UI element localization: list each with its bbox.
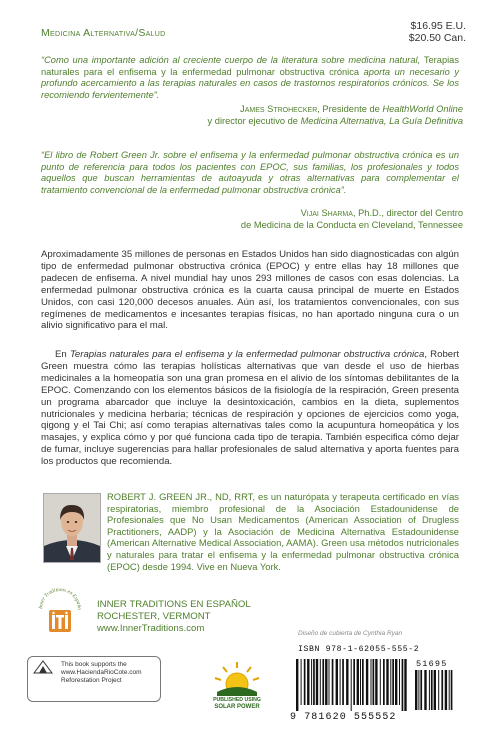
barcode-bar: [340, 659, 341, 705]
barcode-bar: [438, 670, 439, 710]
barcode-bar: [420, 670, 422, 710]
reviewer-1-role2: y director ejecutivo de: [207, 115, 301, 126]
barcode-bar: [325, 659, 327, 705]
reviewer-2-org: de Medicina de la Conducta en Cleveland, Tennessee: [240, 219, 463, 230]
barcode-bar: [402, 659, 404, 711]
review-quote-2: “El libro de Robert Green Jr. sobre el enfisema y la enfermedad pulmonar obstructiva crónica es un punto de referencia para todos los pacientes con EPOC, sus familias, los profesionales y todos aquellos que buscan herramientas de autoayuda y otras alternativas para complementar el tratamiento convencional de la enfermedad pulmonar obstructiva crónica”.: [41, 150, 459, 195]
quote-1-part1: “Como una importante adición al creciente cuerpo de la literatura sobre medicina natural,: [41, 55, 424, 65]
price-block: [409, 20, 466, 44]
ean-barcode: [295, 659, 407, 716]
quote-1-book-title: Terapias naturales para el enfisema y la enfermedad pulmonar obstructiva crónica: [41, 55, 459, 77]
reforestation-line2: www.HaciendaRioCote.com: [61, 669, 142, 676]
barcode-bar: [329, 659, 330, 705]
reforestation-line1: This book supports the: [61, 661, 127, 668]
reforestation-text: [61, 661, 142, 685]
review-attribution-1: [208, 104, 463, 127]
barcode-bar: [371, 659, 372, 705]
barcode-bar: [322, 659, 324, 705]
reviewer-2-role: , Ph.D., director del Centro: [352, 208, 463, 218]
barcode-bar: [313, 659, 315, 705]
barcode-bar: [366, 659, 368, 705]
barcode-bar: [386, 659, 388, 705]
barcode-bar: [418, 670, 419, 710]
barcode-bar: [296, 659, 298, 711]
barcode-bar: [429, 670, 430, 710]
solar-badge-line2: SOLAR POWER: [214, 704, 260, 710]
barcode-bar: [304, 659, 306, 705]
cover-designer-credit: Diseño de cubierta de Cynthia Ryan: [298, 630, 403, 637]
barcode-bar: [357, 659, 359, 705]
barcode-bar: [342, 659, 344, 705]
barcode-bar: [332, 659, 334, 705]
barcode-bar: [375, 659, 377, 705]
reforestation-line3: Reforestation Project: [61, 677, 122, 684]
barcode-bar: [301, 659, 302, 705]
barcode-bar: [373, 659, 375, 705]
barcode-bar: [395, 659, 397, 705]
publisher-city: ROCHESTER, VERMONT: [97, 611, 211, 622]
barcode-bar: [434, 670, 436, 710]
isbn-label: ISBN 978-1-62055-555-2: [298, 645, 420, 654]
barcode-bar: [380, 659, 381, 705]
category-label: [41, 27, 166, 39]
reviewer-1-org: HealthWorld Online: [382, 104, 463, 114]
barcode-bar: [336, 659, 338, 705]
barcode-bar: [415, 670, 417, 710]
paragraph-2-post: , Robert Green muestra cómo las terapias holísticas alternativas que van desde el uso de hierbas medicinales a la homeopatía son una gran promesa en el alivio de los síntomas debilitantes de la EPOC. Comenzando con los elementos básicos de la fisiología de la respiración, Green presenta un programa abarcador que incluye la desintoxicación, cambios en la dieta, suplementos nutricionales y medicina herbaria; técnicas de respiración y opciones de ejercicios como yoga, qigong y el Tai Chi; así como terapias alternativas tales como la acupuntura homeopática y los masajes, y explica cómo y por qué funciona cada tipo de terapia. También especifica cómo dejar de fumar, incluye sugerencias para hallar profesionales de salud alternativa y aporta fuentes para los productos que recomienda.: [41, 349, 459, 468]
barcode-bar: [353, 659, 355, 705]
barcode-bar: [424, 670, 426, 710]
reviewer-1-role: , Presidente de: [317, 104, 383, 114]
publisher-info: [97, 599, 251, 635]
barcode-bar: [449, 670, 450, 710]
paragraph-2-book-title: Terapias naturales para el enfisema y la enfermedad pulmonar obstructiva crónica: [69, 349, 425, 360]
barcode-bar: [360, 659, 361, 705]
reviewer-2-name: Vijai Sharma: [300, 208, 353, 218]
barcode-bar: [404, 659, 406, 711]
publisher-name: INNER TRADITIONS EN ESPAÑOL: [97, 599, 251, 610]
barcode-bar: [316, 659, 318, 705]
barcode-bar: [351, 659, 352, 711]
barcode-bar: [346, 659, 348, 705]
barcode-bar: [431, 670, 433, 710]
review-attribution-2: [241, 208, 463, 231]
barcode-bar: [383, 659, 385, 705]
author-bio: ROBERT J. GREEN JR., ND, RRT, es un naturópata y terapeuta certificado en vías respiratorias, miembro profesional de la Asociación Estadounidense de Profesionales que No Usan Medicamentos (American Association of Drugless Practitioners, AADP) y la Asociación de Medicina Alternativa Estadounidense (American Alternative Medical Association, AAMA). Green usa métodos nutricionales y naturales para tratar el enfisema y la enfermedad pulmonar obstructiva crónica (EPOC) desde 1994. Vive en Nueva York.: [107, 491, 459, 572]
reviewer-1-org2: Medicina Alternativa, La Guía Definitiva: [300, 115, 463, 126]
quote-1-part3: aporta un necesario y profundo acercamiento a las terapias naturales en casos de trastornos respiratorios crónicos. Se los recomiendo fervientemente”.: [41, 66, 459, 100]
price-supplement-digits: 51695: [416, 659, 448, 669]
review-quote-1: [41, 55, 459, 101]
barcode-bar: [390, 659, 391, 705]
category-text: Medicina Alternativa/Salud: [41, 27, 166, 39]
barcode-bar: [362, 659, 364, 705]
barcode-bar: [307, 659, 309, 705]
ean-digits: 9 781620 555552: [290, 712, 397, 723]
barcode-bar: [399, 659, 400, 705]
svg-text:Inner Traditions en Español: Inner Traditions en Españo: [37, 586, 83, 610]
paragraph-2-pre: En: [55, 349, 70, 360]
barcode-bar: [320, 659, 321, 705]
barcode-bar: [445, 670, 447, 710]
price-can: $20.50 Can.: [408, 32, 466, 44]
supplement-barcode: [414, 670, 454, 717]
price-us: $16.95 E.U.: [410, 20, 466, 32]
barcode-bar: [441, 670, 443, 710]
author-photo: [43, 493, 101, 563]
publisher-url[interactable]: www.InnerTraditions.com: [97, 623, 205, 634]
leaf-tree-icon: [33, 660, 49, 672]
barcode-bar: [451, 670, 453, 710]
reviewer-1-name: James Strohecker: [240, 104, 318, 114]
barcode-bar: [311, 659, 312, 705]
description-paragraph-1: Aproximadamente 35 millones de personas en Estados Unidos han sido diagnosticadas con algún tipo de enfermedad pulmonar obstructiva crónica (EPOC) y entre ellas hay 18 millones que padecen de enfisema. A nivel mundial hay unos 293 millones de casos con esas dolencias. La enfermedad pulmonar obstructiva crónica es la cuarta causa principal de muerte en Estados Unidos, con casi 120,000 decesos anuales. Aún así, los tratamientos convencionales, con sus regímenes de medicamentos e incesantes terapias físicas, no han aportado ninguna cura o un alivio significativo para el mal.: [41, 249, 459, 332]
barcode-bar: [392, 659, 394, 705]
publisher-logo: [37, 573, 83, 639]
solar-badge-line1: PUBLISHED USING: [213, 697, 261, 703]
description-paragraph-2: [41, 349, 459, 468]
